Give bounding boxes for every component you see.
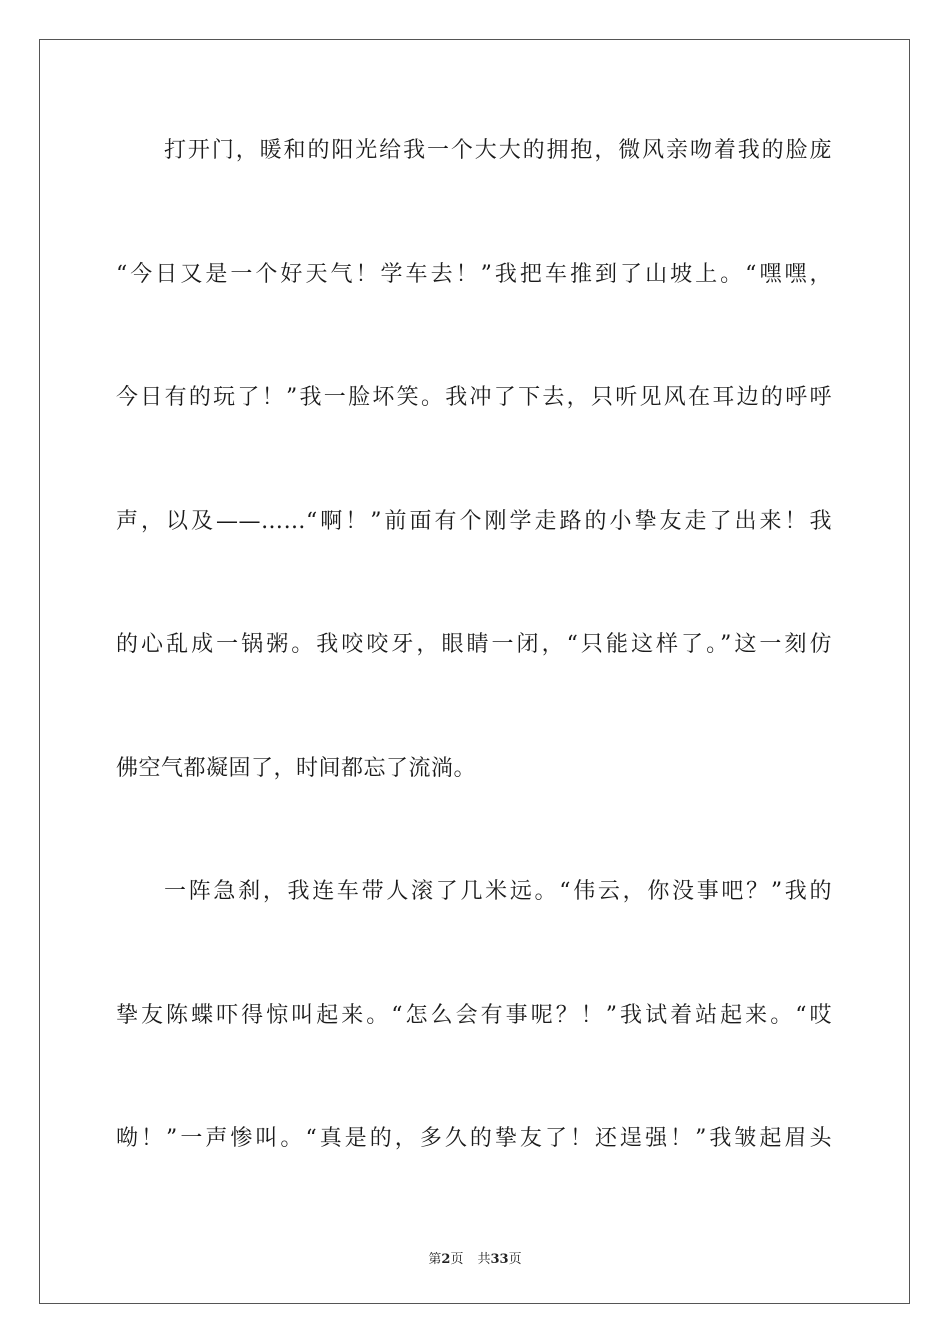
total-pages: 33 bbox=[490, 1252, 509, 1267]
page-suffix: 页 bbox=[450, 1252, 464, 1267]
total-suffix: 页 bbox=[508, 1252, 522, 1267]
page-footer bbox=[0, 1248, 950, 1267]
text-line: 打开门，暖和的阳光给我一个大大的拥抱，微风亲吻着我的脸庞 bbox=[164, 138, 832, 163]
total-prefix: 共 bbox=[477, 1252, 491, 1267]
text-line: 一阵急刹，我连车带人滚了几米远。“伟云，你没事吧？”我的 bbox=[164, 879, 832, 904]
text-line: “今日又是一个好天气！学车去！”我把车推到了山坡上。“嘿嘿， bbox=[116, 261, 832, 287]
page-prefix: 第 bbox=[428, 1252, 442, 1267]
text-line: 的心乱成一锅粥。我咬咬牙，眼睛一闭，“只能这样了。”这一刻仿 bbox=[116, 632, 832, 657]
text-line: 今日有的玩了！”我一脸坏笑。我冲了下去，只听见风在耳边的呼呼 bbox=[116, 385, 832, 410]
text-line: 呦！”一声惨叫。“真是的，多久的挚友了！还逞强！”我皱起眉头 bbox=[116, 1126, 832, 1151]
page-number: 2 bbox=[441, 1252, 451, 1267]
text-line: 佛空气都凝固了，时间都忘了流淌。 bbox=[116, 755, 477, 781]
text-line: 声，以及——……“啊！”前面有个刚学走路的小挚友走了出来！我 bbox=[116, 508, 832, 534]
text-line: 挚友陈蝶吓得惊叫起来。“怎么会有事呢？！”我试着站起来。“哎 bbox=[116, 1002, 832, 1028]
document-body bbox=[116, 120, 832, 1232]
